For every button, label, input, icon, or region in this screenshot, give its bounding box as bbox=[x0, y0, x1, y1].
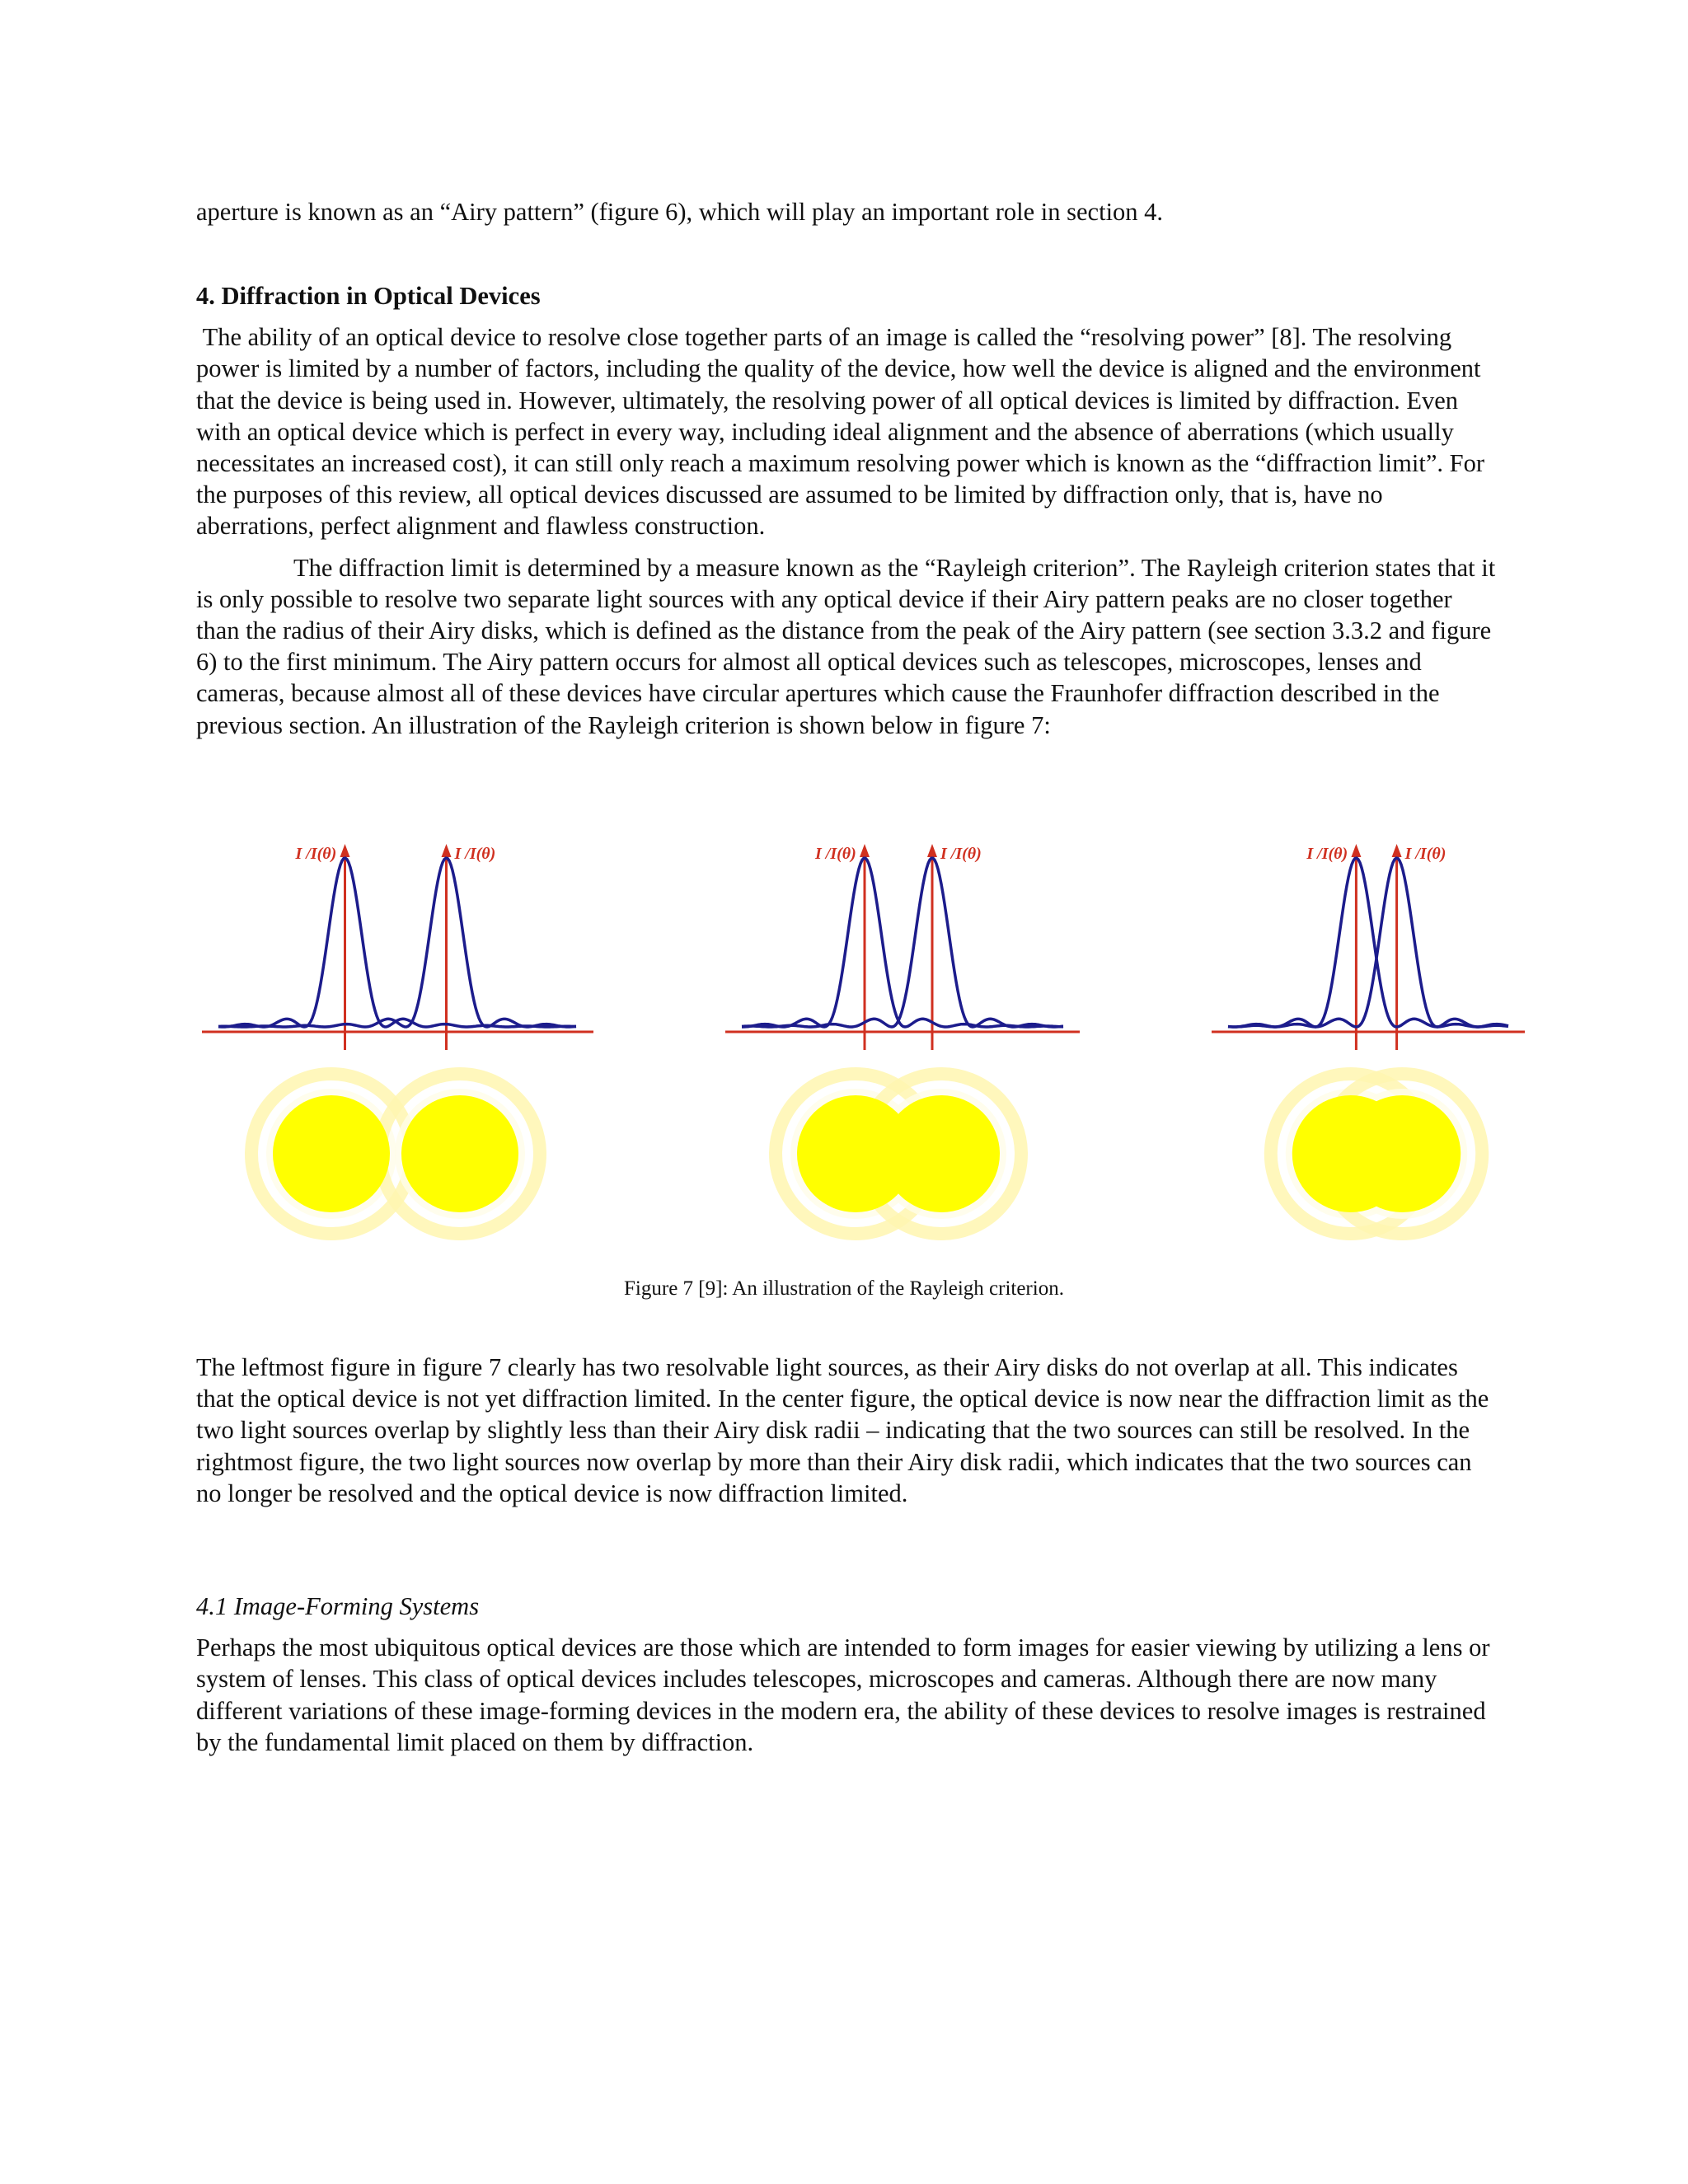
figure-7-airy-disk bbox=[401, 1095, 518, 1212]
figure-7-airy-curve bbox=[218, 858, 576, 1027]
figure-7-axis-label: I /I(θ) bbox=[815, 845, 856, 863]
figure-7-axis-arrow bbox=[927, 844, 937, 857]
figure-7-airy-curve bbox=[742, 858, 1063, 1027]
figure-7-rayleigh-illustration bbox=[0, 816, 1688, 1277]
figure-7-airy-disk bbox=[273, 1095, 390, 1212]
intro-text bbox=[196, 196, 1498, 227]
figure-7-axis-label: I /I(θ) bbox=[1404, 845, 1447, 863]
figure-7-airy-disk bbox=[883, 1095, 1000, 1212]
figure-7-caption: Figure 7 [9]: An illustration of the Rayleigh criterion. bbox=[624, 1277, 1064, 1300]
figure-7-axis-label: I /I(θ) bbox=[454, 845, 496, 863]
figure-7-axis-arrow bbox=[340, 844, 350, 857]
figure-discussion-paragraph: The leftmost figure in figure 7 clearly has two resolvable light sources, as their Airy disks do not overlap at all. This indicates that the optical device is not yet diffraction limited. In the center figure, the optical device is now near the diffraction limit as the two light sources overlap by slightly less than their Airy disk radii – indicating that the two sources can still be resolved. In the rightmost figure, the two light sources now overlap by more than their Airy disk radii, which indicates that the two sources can no longer be resolved and the optical device is now diffraction limited. bbox=[196, 1353, 1489, 1507]
section-4 bbox=[196, 280, 1498, 741]
figure-7-airy-curve bbox=[742, 858, 1063, 1027]
section-4-1-heading: 4.1 Image-Forming Systems bbox=[196, 1592, 480, 1620]
figure-7-axis-arrow bbox=[1392, 844, 1402, 857]
section-4-paragraph-2: The diffraction limit is determined by a measure known as the “Rayleigh criterion”. The Rayleigh criterion states that it is only possible to resolve two separate light sources with any optical device if their Airy pattern peaks are no closer together than the radius of their Airy disks, which is defined as the distance from the peak of the Airy pattern (see section 3.3.2 and figure 6) to the first minimum. The Airy pattern occurs for almost all optical devices such as telescopes, microscopes, lenses and cameras, because almost all of these devices have circular apertures which cause the Fraunhofer diffraction described in the previous section. An illustration of the Rayleigh criterion is shown below in figure 7: bbox=[196, 553, 1496, 739]
figure-7-airy-curve bbox=[218, 858, 576, 1027]
figure-7-axis-arrow bbox=[442, 844, 452, 857]
figure-7-airy-disk bbox=[1343, 1095, 1461, 1212]
figure-discussion bbox=[196, 1352, 1498, 1509]
intro-line: aperture is known as an “Airy pattern” (figure 6), which will play an important role in section 4. bbox=[196, 198, 1164, 226]
section-4-1 bbox=[196, 1591, 1498, 1758]
figure-7-axis-label: I /I(θ) bbox=[295, 845, 337, 863]
figure-7-axis-arrow bbox=[1351, 844, 1361, 857]
section-4-1-paragraph: Perhaps the most ubiquitous optical devices are those which are intended to form images for easier viewing by utilizing a lens or system of lenses. This class of optical devices includes telescopes, microscopes and cameras. Although there are now many different variations of these image-forming devices in the modern era, the ability of these devices to resolve images is restrained by the fundamental limit placed on them by diffraction. bbox=[196, 1633, 1490, 1756]
figure-7-axis-arrow bbox=[860, 844, 870, 857]
section-4-heading: 4. Diffraction in Optical Devices bbox=[196, 282, 541, 310]
section-4-paragraph-1: The ability of an optical device to resolve close together parts of an image is called the “resolving power” [8]. The resolving power is limited by a number of factors, including the quality of the device, how well the device is aligned and the environment that the device is being used in. However, ultimately, the resolving power of all optical devices is limited by diffraction. Even with an optical device which is perfect in every way, including ideal alignment and the absence of aberrations (which usually necessitates an increased cost), it can still only reach a maximum resolving power which is known as the “diffraction limit”. For the purposes of this review, all optical devices discussed are assumed to be limited by diffraction only, that is, have no aberrations, perfect alignment and flawless construction. bbox=[196, 323, 1491, 541]
figure-7-airy-curve bbox=[1228, 858, 1508, 1027]
figure-7-axis-label: I /I(θ) bbox=[940, 845, 982, 863]
figure-7-axis-label: I /I(θ) bbox=[1306, 845, 1348, 863]
